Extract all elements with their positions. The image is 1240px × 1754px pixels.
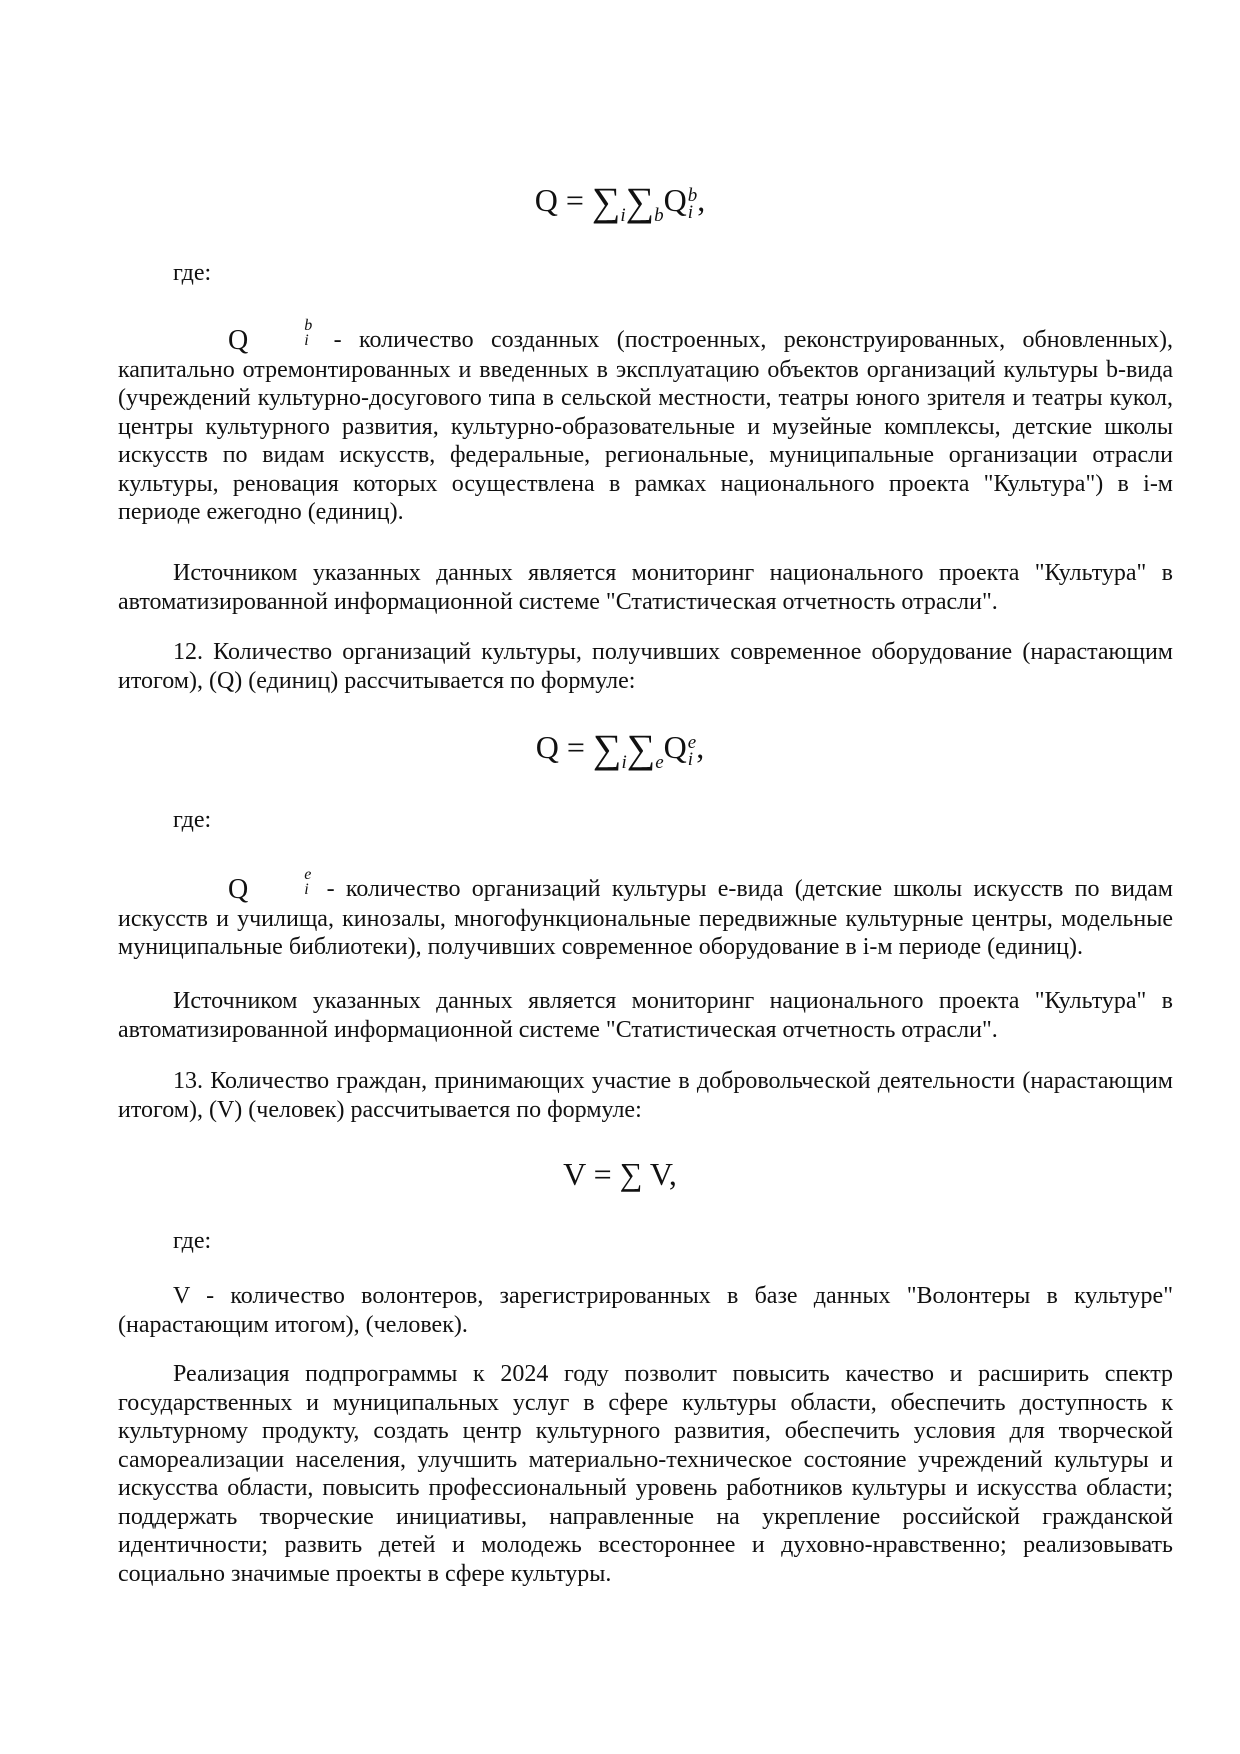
sum-index: b <box>654 205 664 226</box>
definition-q-b <box>118 318 1173 527</box>
sum-symbol: ∑ <box>625 179 655 224</box>
sum-index: i <box>620 205 626 226</box>
formula-equals: = <box>565 182 584 218</box>
formula-v: V = ∑ V, <box>563 1156 677 1192</box>
sum-symbol: ∑ <box>626 726 656 771</box>
subscript: i <box>304 881 309 898</box>
where-label: где: <box>173 807 212 833</box>
conclusion-paragraph: Реализация подпрограммы к 2024 году позволит повысить качество и расширить спектр государственных и муниципальных услуг в сфере культуры области, обеспечить доступность к культурному продукту, создать центр культурного развития, обеспечить условия для творческой самореализации населения, улучшить материально-техническое состояние учреждений культуры и искусства области, повысить профессиональный уровень работников культуры и искусства области; поддержать творческие инициативы, направленные на укрепление российской гражданской идентичности; развить детей и молодежь всестороннее и духовно-нравственно; реализовывать социально значимые проекты в сфере культуры. <box>118 1361 1173 1587</box>
formula-lhs: Q <box>534 182 558 218</box>
source-paragraph-1: Источником указанных данных является мониторинг национального проекта "Культура" в автоматизированной информационной системе "Статистическая отчетность отрасли". <box>118 560 1173 615</box>
sum-symbol: ∑ <box>592 726 622 771</box>
where-label: где: <box>173 260 212 286</box>
sum-index: e <box>655 752 664 773</box>
symbol-indices <box>249 867 311 897</box>
superscript: b <box>687 184 698 206</box>
symbol-indices <box>249 318 312 348</box>
term-indices <box>687 731 697 770</box>
formula-term: Q <box>663 182 687 218</box>
formula-q-b <box>0 180 1240 236</box>
definition-q-e <box>118 867 1173 962</box>
item-13-paragraph: 13. Количество граждан, принимающих участие в добровольческой деятельности (нарастающим итогом), (V) (человек) рассчитывается по формуле: <box>118 1068 1173 1123</box>
formula-term: Q <box>663 729 687 765</box>
symbol-q-b <box>173 318 312 356</box>
symbol-letter: Q <box>228 874 249 905</box>
superscript: e <box>304 866 312 883</box>
definition-text: - количество организаций культуры е-вида (детские школы искусств по видам искусств и училища, кинозалы, многофункциональные передвижные культурные центры, модельные муниципальные библиотеки), получивших современное оборудование в i-м периоде (единиц). <box>118 876 1173 960</box>
source-paragraph-2: Источником указанных данных является мониторинг национального проекта "Культура" в автоматизированной информационной системе "Статистическая отчетность отрасли". <box>118 988 1173 1043</box>
subscript: i <box>687 201 694 223</box>
symbol-letter: Q <box>228 325 249 356</box>
term-indices <box>687 184 698 223</box>
definition-text: - количество созданных (построенных, реконструированных, обновленных), капитально отремонтированных и введенных в эксплуатацию объектов организаций культуры b-вида (учреждений культурно-досугового типа в сельской местности, театры юного зрителя и театры кукол, центры культурного развития, культурно-образовательные и музейные комплексы, детские школы искусств по видам искусств, федеральные, региональные, муниципальные организации отрасли культуры, реновация которых осуществлена в рамках национального проекта "Культура") в i-м периоде ежегодно (единиц). <box>118 327 1173 525</box>
formula-q-e <box>0 727 1240 783</box>
sum-symbol: ∑ <box>591 179 621 224</box>
superscript: b <box>304 317 313 334</box>
superscript: e <box>687 731 697 753</box>
item-12-paragraph: 12. Количество организаций культуры, получивших современное оборудование (нарастающим итогом), (Q) (единиц) рассчитывается по формуле: <box>118 639 1173 694</box>
subscript: i <box>687 748 694 770</box>
formula-lhs: Q <box>535 729 559 765</box>
formula-comma: , <box>696 729 705 765</box>
sum-index: i <box>621 752 627 773</box>
formula-comma: , <box>697 182 706 218</box>
subscript: i <box>304 332 309 349</box>
definition-v: V - количество волонтеров, зарегистрированных в базе данных "Волонтеры в культуре" (нарастающим итогом), (человек). <box>118 1283 1173 1338</box>
symbol-q-e <box>173 867 311 905</box>
formula-equals: = <box>566 729 585 765</box>
where-label: где: <box>173 1228 212 1254</box>
